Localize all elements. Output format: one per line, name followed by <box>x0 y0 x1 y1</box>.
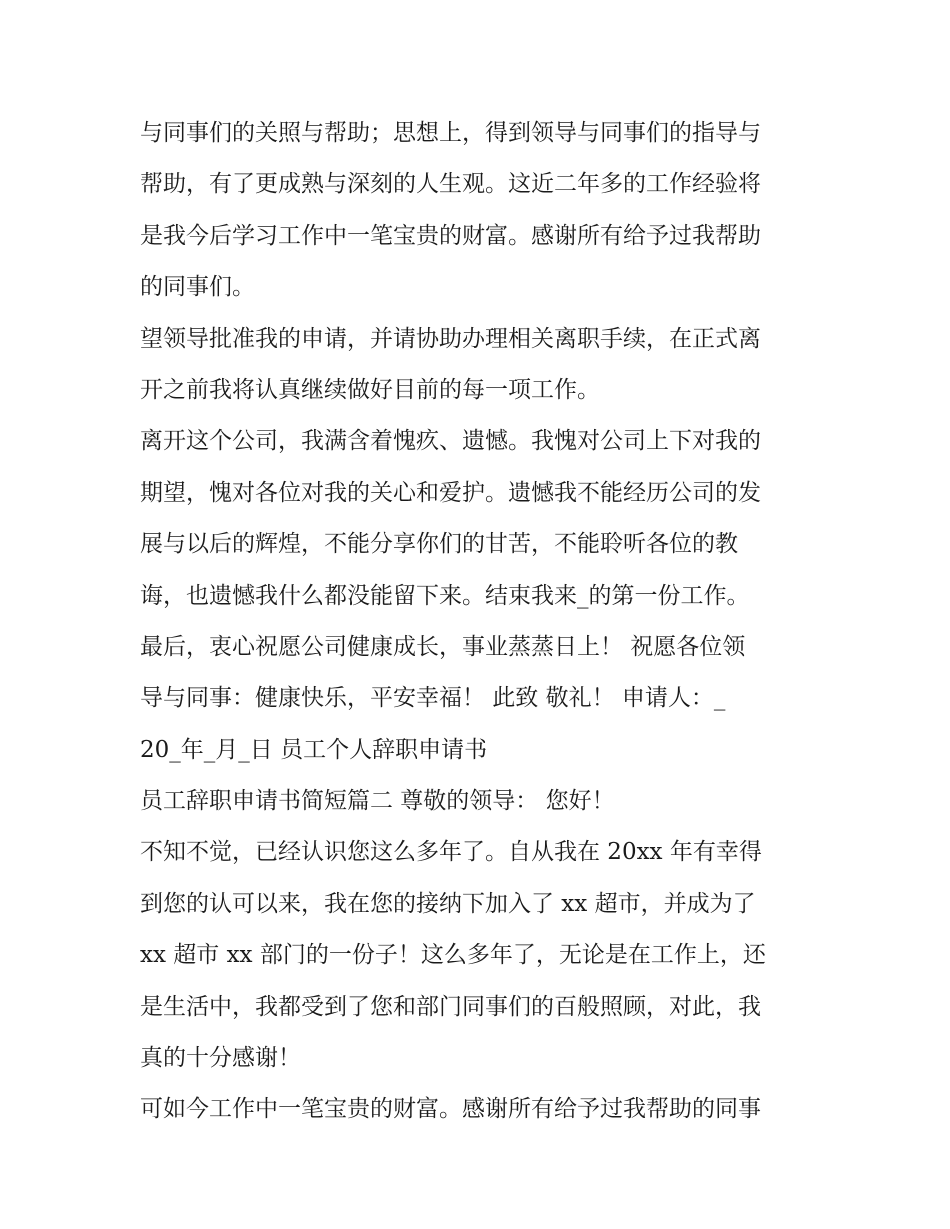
text-line: 的同事们。 <box>140 274 255 301</box>
text-line: 期望，愧对各位对我的关心和爱护。遗憾我不能经历公司的发 <box>140 479 761 506</box>
text-line: 不知不觉，已经认识您这么多年了。自从我在 20xx 年有幸得 <box>140 839 762 866</box>
text-line: 开之前我将认真继续做好目前的每一项工作。 <box>140 376 600 403</box>
text-line: 是生活中，我都受到了您和部门同事们的百般照顾，对此，我 <box>140 993 761 1020</box>
text-line: 望领导批准我的申请，并请协助办理相关离职手续，在正式离 <box>140 325 761 352</box>
text-line: xx 超市 xx 部门的一份子！这么多年了，无论是在工作上，还 <box>140 942 766 969</box>
text-line: 最后，衷心祝愿公司健康成长，事业蒸蒸日上！ 祝愿各位领 <box>140 633 746 660</box>
text-line: 到您的认可以来，我在您的接纳下加入了 xx 超市，并成为了 <box>140 890 756 917</box>
text-line: 帮助，有了更成熟与深刻的人生观。这近二年多的工作经验将 <box>140 171 761 198</box>
text-line: 可如今工作中一笔宝贵的财富。感谢所有给予过我帮助的同事 <box>140 1096 761 1123</box>
document-body <box>140 108 820 1136</box>
text-line: 真的十分感谢！ <box>140 1045 301 1072</box>
text-line: 员工辞职申请书简短篇二 尊敬的领导： 您好！ <box>140 788 615 815</box>
text-line: 是我今后学习工作中一笔宝贵的财富。感谢所有给予过我帮助 <box>140 222 761 249</box>
text-line: 20_年_月_日 员工个人辞职申请书 <box>140 736 488 763</box>
text-line: 导与同事：健康快乐，平安幸福！ 此致 敬礼！ 申请人：_ <box>140 685 726 712</box>
text-line: 与同事们的关照与帮助；思想上，得到领导与同事们的指导与 <box>140 120 761 146</box>
text-line: 展与以后的辉煌，不能分享你们的甘苦，不能聆听各位的教 <box>140 531 738 558</box>
text-line: 离开这个公司，我满含着愧疚、遗憾。我愧对公司上下对我的 <box>140 428 761 455</box>
text-line: 诲，也遗憾我什么都没能留下来。结束我来_的第一份工作。 <box>140 582 750 609</box>
